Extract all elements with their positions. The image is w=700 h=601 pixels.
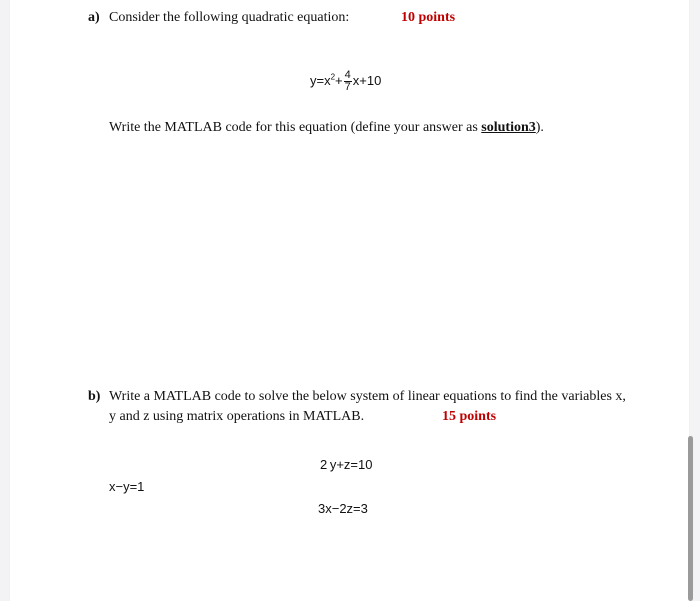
equation-fraction [344, 70, 352, 93]
question-b-points: 15 points [442, 409, 497, 424]
question-a-points: 10 points [401, 10, 456, 25]
question-b-label: b) [88, 389, 101, 404]
vertical-scrollbar[interactable] [688, 436, 693, 601]
linear-equation-1: 2 y+z=10 [320, 457, 373, 472]
quadratic-equation [310, 70, 381, 93]
equation-lhs: y=x [310, 72, 331, 88]
question-a-instruction [109, 120, 544, 136]
instruction-close: ). [535, 120, 544, 135]
instruction-text: Write the MATLAB code for this equation (define your answer as [109, 120, 482, 135]
equation-plus: + [335, 72, 343, 88]
solution-variable-name: solution3 [481, 120, 536, 135]
fraction-numerator: 4 [344, 69, 351, 81]
linear-equation-2: x−y=1 [109, 479, 145, 494]
question-b-line1: Write a MATLAB code to solve the below system of linear equations to find the variables x, [109, 389, 626, 404]
document-page [10, 0, 689, 601]
fraction-denominator: 7 [344, 81, 351, 93]
question-a-prompt: Consider the following quadratic equation: [109, 10, 350, 25]
question-b-line2: y and z using matrix operations in MATLAB. [109, 409, 365, 424]
question-a-label: a) [88, 10, 100, 25]
linear-equation-3: 3x−2z=3 [318, 501, 368, 516]
equation-rest: x+10 [352, 72, 382, 88]
equation-exponent: 2 [330, 72, 336, 82]
